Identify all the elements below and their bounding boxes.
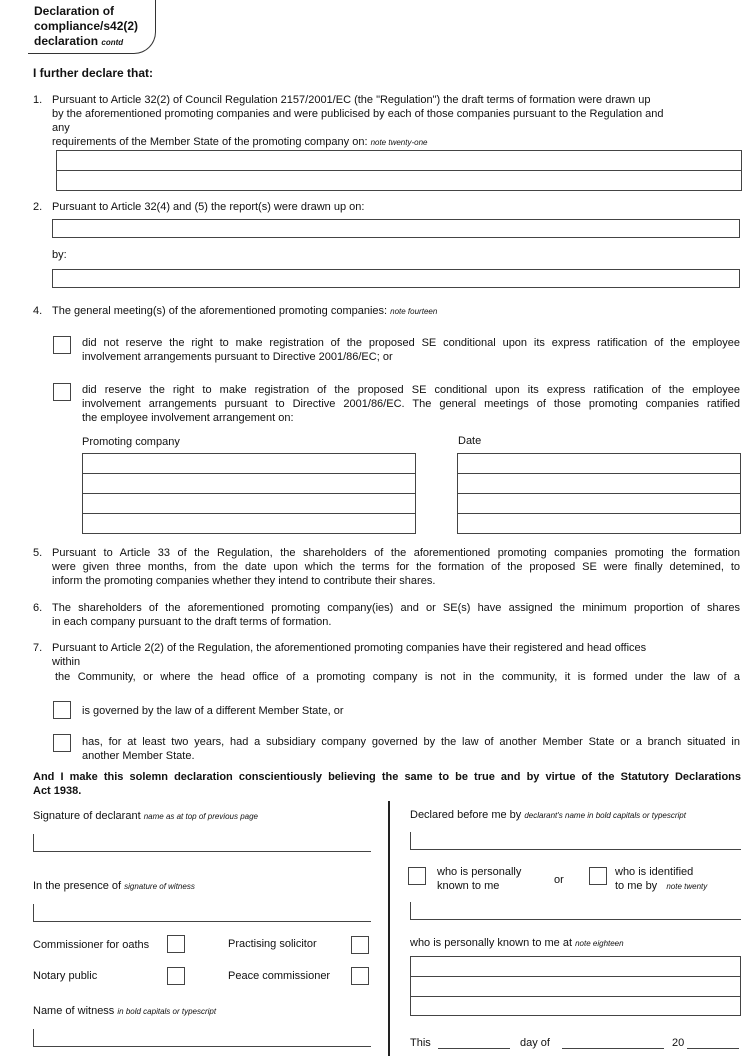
signature-label: Signature of declarant name as at top of previous page <box>33 810 258 822</box>
witness-signature-field[interactable] <box>33 904 371 922</box>
item7-number: 7. <box>33 642 43 654</box>
declared-before-field[interactable] <box>410 832 741 850</box>
peace-label: Peace commissioner <box>228 970 331 982</box>
item7-different-state-checkbox[interactable] <box>53 701 71 719</box>
witness-name-label: Name of witness in bold capitals or typescript <box>33 1005 217 1017</box>
item4-not-reserve-checkbox[interactable] <box>53 336 71 354</box>
commissioner-checkbox[interactable] <box>167 935 185 953</box>
item1-date-field[interactable] <box>56 150 742 191</box>
item4-option1-text: did not reserve the right to make registration of the proposed SE conditional upon its express ratification of the employee involvement arrangements pursuant to Directive 2001/86/EC; or <box>82 337 740 363</box>
identification-field[interactable] <box>410 902 741 920</box>
personally-known-label: who is personally known to me <box>437 866 522 892</box>
or-label: or <box>554 874 564 886</box>
item2-by-label: by: <box>52 249 67 261</box>
tab-title-line2: compliance/s42(2) <box>34 19 139 33</box>
commissioner-label: Commissioner for oaths <box>33 939 150 951</box>
month-field[interactable] <box>562 1048 664 1049</box>
personally-known-checkbox[interactable] <box>408 867 426 885</box>
item7-subsidiary-checkbox[interactable] <box>53 734 71 752</box>
item6-text: The shareholders of the aforementioned promoting company(ies) and or SE(s) have assigned the minimum proportion of shares in each company pursuant to the draft terms of formation. <box>52 602 740 628</box>
identified-label: who is identified to me by note twenty <box>615 866 708 892</box>
item4-reserve-checkbox[interactable] <box>53 383 71 401</box>
this-label: This <box>410 1037 431 1049</box>
presence-label: In the presence of signature of witness <box>33 880 195 892</box>
item1-number: 1. <box>33 94 43 106</box>
item2-text: Pursuant to Article 32(4) and (5) the report(s) were drawn up on: <box>52 201 365 213</box>
item4-option2-text: did reserve the right to make registration of the proposed SE conditional upon its express ratification of the employee involvement arrangements pursuant to Directive 2001/86/EC. The general meetings of those promoting companies ratified the employee involvement arrangement on: <box>82 384 740 424</box>
year-field[interactable] <box>687 1048 739 1049</box>
tab-title-line1: Declaration of <box>34 4 115 18</box>
item1-text: Pursuant to Article 32(2) of Council Regulation 2157/2001/EC (the "Regulation") the draft terms of formation were drawn up by the aforementioned promoting companies and were publicised by each of those companies pursuant to the Regulation and any <box>52 94 664 134</box>
promoting-company-column-label: Promoting company <box>82 436 180 448</box>
item5-text: Pursuant to Article 33 of the Regulation, the shareholders of the aforementioned promoting companies promoting the formation were given three months, from the date upon which the terms for the formation of the proposed SE were finally detemined, to inform the promoting companies whether they intend to contribute their shares. <box>52 547 740 587</box>
known-at-label: who is personally known to me at note eighteen <box>410 937 624 949</box>
notary-label: Notary public <box>33 970 98 982</box>
peace-checkbox[interactable] <box>351 967 369 985</box>
date-table[interactable] <box>457 453 741 534</box>
column-divider <box>388 801 390 1056</box>
tab-title-line3: declaration contd <box>34 34 124 48</box>
solemn-declaration: And I make this solemn declaration conscientiously believing the same to be true and by virtue of the Statutory Declarations Act 1938. <box>33 771 741 797</box>
item6-number: 6. <box>33 602 43 614</box>
promoting-company-table[interactable] <box>82 453 416 534</box>
solicitor-label: Practising solicitor <box>228 938 317 950</box>
item2-by-field[interactable] <box>52 269 740 288</box>
solicitor-checkbox[interactable] <box>351 936 369 954</box>
day-field[interactable] <box>438 1048 510 1049</box>
item2-number: 2. <box>33 201 43 213</box>
form-header-tab <box>28 0 156 54</box>
declared-before-label: Declared before me by declarant's name in bold capitals or typescript <box>410 809 686 821</box>
day-of-label: day of <box>520 1037 550 1049</box>
item7-text-continued: the Community, or where the head office of a promoting company is not in the community, it is formed under the law of a <box>55 671 740 683</box>
item4-number: 4. <box>33 305 43 317</box>
item2-date-field[interactable] <box>52 219 740 238</box>
signature-field[interactable] <box>33 834 371 852</box>
item7-option1-text: is governed by the law of a different Member State, or <box>82 705 344 717</box>
item7-option2-text: has, for at least two years, had a subsidiary company governed by the law of another Member State or a branch situated in another Member State. <box>82 736 740 762</box>
year-label: 20 <box>672 1037 685 1049</box>
item5-number: 5. <box>33 547 43 559</box>
item1-requirements: requirements of the Member State of the promoting company on: note twenty-one <box>52 136 428 148</box>
identified-checkbox[interactable] <box>589 867 607 885</box>
date-column-label: Date <box>458 435 482 447</box>
address-field[interactable] <box>410 956 741 1016</box>
notary-checkbox[interactable] <box>167 967 185 985</box>
section-heading: I further declare that: <box>33 66 154 80</box>
item7-text: Pursuant to Article 2(2) of the Regulation, the aforementioned promoting companies have their registered and head offices within <box>52 642 647 668</box>
item4-text: The general meeting(s) of the aforementioned promoting companies: note fourteen <box>52 305 438 317</box>
witness-name-field[interactable] <box>33 1029 371 1047</box>
